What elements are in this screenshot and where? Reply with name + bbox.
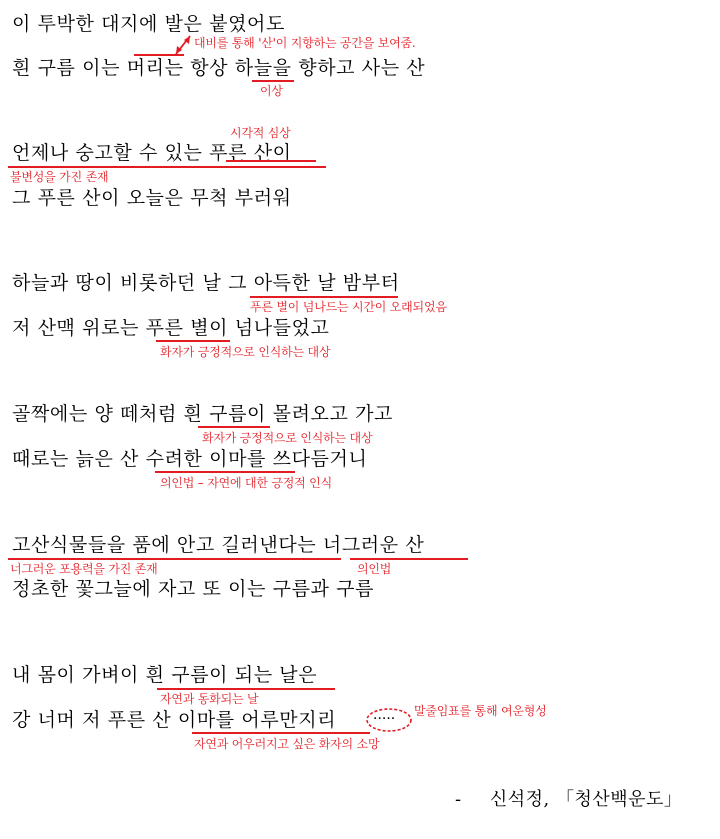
poem-line-12: 강 너머 저 푸른 산 이마를 어루만지리 — [12, 709, 337, 731]
note-contrast: 대비를 통해 '산'이 지향하는 공간을 보여줌. — [194, 36, 416, 50]
note-positive-cloud: 화자가 긍정적으로 인식하는 대상 — [202, 431, 373, 445]
note-positive-star: 화자가 긍정적으로 인식하는 대상 — [160, 345, 331, 359]
note-ellipsis: 말줄임표를 통해 여운형성 — [414, 704, 547, 718]
poem-line-4: 그 푸른 산이 오늘은 무척 부러워 — [12, 187, 292, 209]
note-time-passed: 푸른 별이 넘나드는 시간이 오래되었음 — [250, 300, 447, 314]
poem-ellipsis: ····· — [373, 711, 396, 727]
note-tolerance: 너그러운 포용력을 가진 존재 — [10, 562, 158, 576]
note-immutable: 불변성을 가진 존재 — [10, 170, 109, 184]
poem-line-6: 저 산맥 위로는 푸른 별이 넘나들었고 — [12, 317, 330, 339]
poem-line-8: 때로는 늙은 산 수려한 이마를 쓰다듬거니 — [12, 448, 368, 470]
poem-line-11: 내 몸이 가벼이 흰 구름이 되는 날은 — [12, 664, 318, 686]
poem-credit — [455, 788, 682, 812]
poem-line-2: 흰 구름 이는 머리는 항상 하늘을 향하고 사는 산 — [12, 57, 426, 79]
poem-line-9: 고산식물들을 품에 안고 길러낸다는 너그러운 산 — [12, 534, 425, 556]
poem-line-5: 하늘과 땅이 비롯하던 날 그 아득한 날 밤부터 — [12, 272, 400, 294]
note-visual-image: 시각적 심상 — [230, 126, 291, 140]
note-personification: 의인법 — [357, 562, 392, 576]
note-unity: 자연과 동화되는 날 — [160, 692, 259, 706]
credit-dash: - — [455, 789, 462, 810]
credit-author: 신석정, — [489, 789, 550, 810]
credit-title: 「청산백운도」 — [555, 789, 683, 810]
note-ideal: 이상 — [260, 84, 283, 98]
poem-line-10: 정초한 꽃그늘에 자고 또 이는 구름과 구름 — [12, 578, 375, 600]
poem-line-1: 이 투박한 대지에 발은 붙였어도 — [12, 13, 285, 35]
double-arrow-icon — [176, 36, 190, 54]
note-personification-positive: 의인법 – 자연에 대한 긍정적 인식 — [160, 476, 332, 490]
poem-line-7: 골짝에는 양 떼처럼 흰 구름이 몰려오고 가고 — [12, 403, 394, 425]
poem-line-3: 언제나 숭고할 수 있는 푸른 산이 — [12, 142, 292, 164]
note-wish: 자연과 어우러지고 싶은 화자의 소망 — [194, 737, 380, 751]
